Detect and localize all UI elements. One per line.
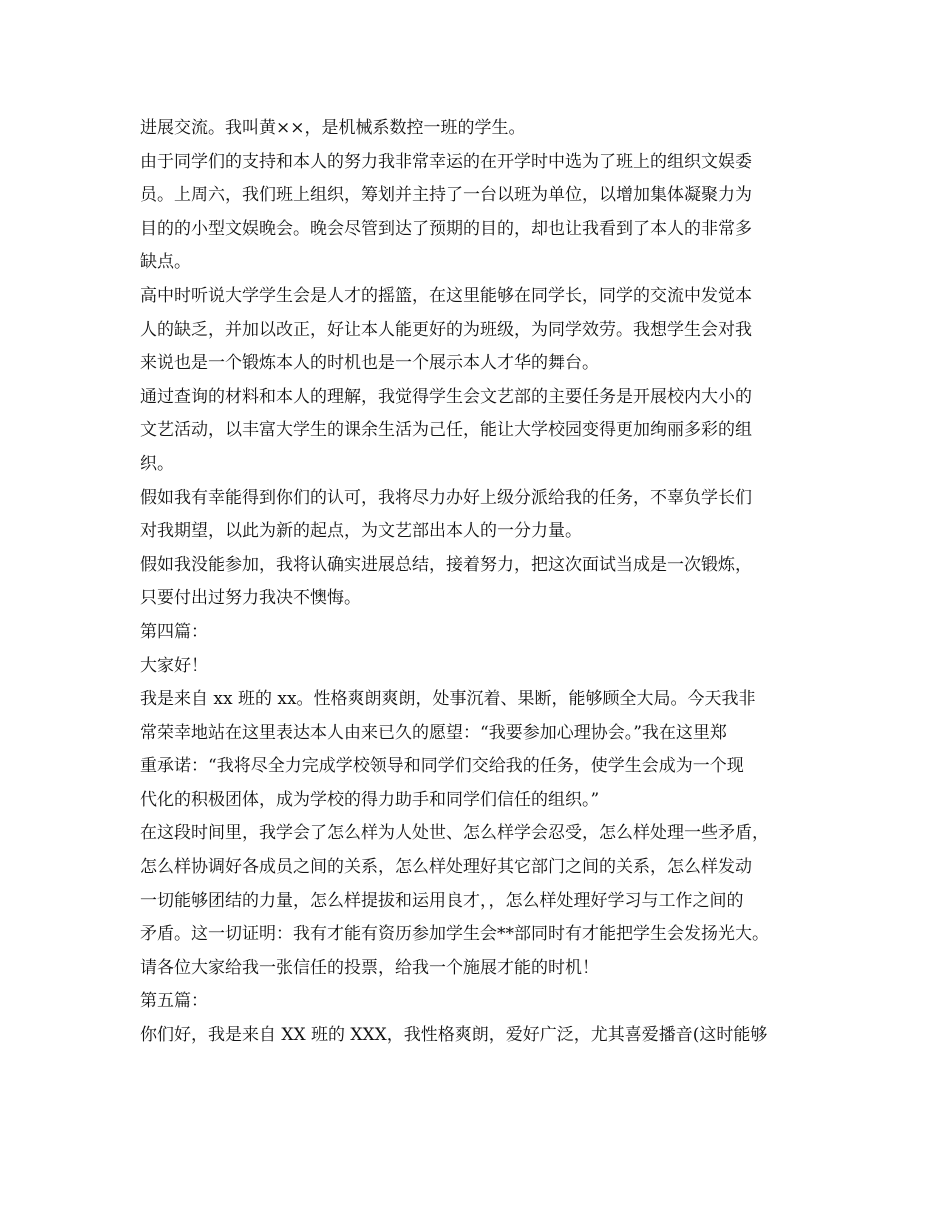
text-line: 假如我没能参加，我将认确实进展总结，接着努力，把这次面试当成是一次锻炼， bbox=[140, 554, 752, 575]
text-line: 假如我有幸能得到你们的认可，我将尽力办好上级分派给我的任务，不辜负学长们 bbox=[140, 487, 752, 508]
text-line: 缺点。 bbox=[140, 252, 191, 273]
text-line: 高中时听说大学学生会是人才的摇篮，在这里能够在同学长，同学的交流中发觉本 bbox=[140, 285, 752, 306]
document-body bbox=[140, 112, 820, 1053]
text-line: 进展交流。我叫黄××，是机械系数控一班的学生。 bbox=[140, 118, 526, 138]
text-line: 怎么样协调好各成员之间的关系，怎么样处理好其它部门之间的关系，怎么样发动 bbox=[140, 857, 752, 878]
text-line: 通过查询的材料和本人的理解，我觉得学生会文艺部的主要任务是开展校内大小的 bbox=[140, 386, 752, 407]
text-line: 织。 bbox=[140, 453, 174, 474]
text-line: 矛盾。这一切证明：我有才能有资历参加学生会**部同时有才能把学生会发扬光大。 bbox=[140, 924, 769, 945]
section-heading: 第四篇： bbox=[140, 621, 208, 642]
text-line: 你们好，我是来自 XX 班的 XXX，我性格爽朗，爱好广泛，尤其喜爱播音(这时能够 bbox=[140, 1025, 768, 1046]
text-line: 来说也是一个锻炼本人的时机也是一个展示本人才华的舞台。 bbox=[140, 353, 599, 374]
text-line: 我是来自 xx 班的 xx。性格爽朗爽朗，处事沉着、果断，能够顾全大局。今天我非 bbox=[140, 689, 756, 710]
text-line: 请各位大家给我一张信任的投票，给我一个施展才能的时机！ bbox=[140, 957, 599, 978]
text-line: 重承诺：“我将尽全力完成学校领导和同学们交给我的任务，使学生会成为一个现 bbox=[140, 756, 744, 777]
text-line: 一切能够团结的力量，怎么样提拔和运用良才，，怎么样处理好学习与工作之间的 bbox=[140, 890, 744, 911]
text-line: 目的的小型文娱晚会。晚会尽管到达了预期的目的，却也让我看到了本人的非常多 bbox=[140, 218, 752, 239]
text-line: 员。上周六，我们班上组织，筹划并主持了一台以班为单位，以增加集体凝聚力为 bbox=[140, 185, 752, 206]
text-line: 大家好！ bbox=[140, 655, 208, 676]
text-line: 代化的积极团体，成为学校的得力助手和同学们信任的组织。” bbox=[140, 789, 600, 810]
text-line: 常荣幸地站在这里表达本人由来已久的愿望：“我要参加心理协会。”我在这里郑 bbox=[140, 722, 727, 743]
text-line: 在这段时间里，我学会了怎么样为人处世、怎么样学会忍受，怎么样处理一些矛盾， bbox=[140, 823, 769, 844]
text-line: 由于同学们的支持和本人的努力我非常幸运的在开学时中选为了班上的组织文娱委 bbox=[140, 151, 752, 172]
section-heading: 第五篇： bbox=[140, 991, 208, 1012]
text-line: 人的缺乏，并加以改正，好让本人能更好的为班级，为同学效劳。我想学生会对我 bbox=[140, 319, 752, 340]
text-line: 文艺活动，以丰富大学生的课余生活为己任，能让大学校园变得更加绚丽多彩的组 bbox=[140, 420, 752, 441]
text-line: 对我期望，以此为新的起点，为文艺部出本人的一分力量。 bbox=[140, 521, 582, 542]
text-line: 只要付出过努力我决不懊悔。 bbox=[140, 588, 361, 609]
